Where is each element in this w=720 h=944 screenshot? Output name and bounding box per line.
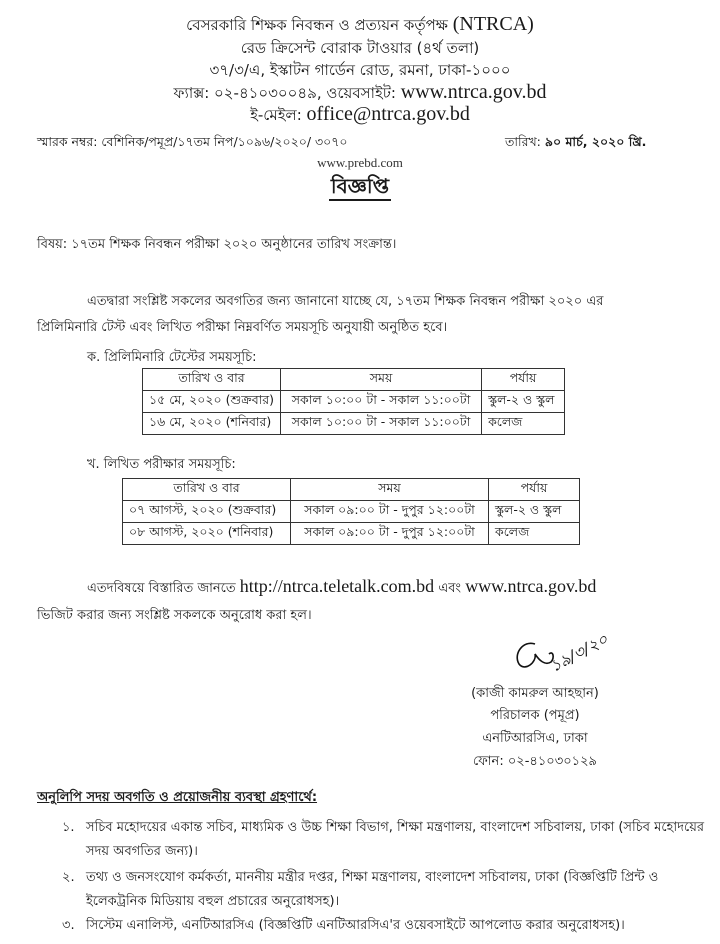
fax-label: ফ্যাক্স: ০২-৪১০৩০০৪৯, ওয়েবসাইট: <box>173 84 396 102</box>
date-value: ৯০ মার্চ, ২০২০ খ্রি. <box>544 134 647 149</box>
table-row <box>143 413 565 435</box>
intro-line-1: এতদ্বারা সংশ্লিষ্ট সকলের অবগতির জন্য জানানো যাচ্ছে যে, ১৭তম শিক্ষক নিবন্ধন পরীক্ষা ২০২০ এর <box>87 294 604 309</box>
details-conj: এবং <box>438 581 462 596</box>
copy-text: সিস্টেম এনালিস্ট, এনটিআরসিএ (বিজ্ঞপ্তিটি এনটিআরসিএ'র ওয়েবসাইটে আপলোড করার অনুরোধসহ)। <box>86 918 625 933</box>
header-level: পর্যায় <box>489 479 580 501</box>
cell-date: ০৭ আগস্ট, ২০২০ (শুক্রবার) <box>123 501 291 523</box>
details-line-1 <box>87 576 596 600</box>
cell-time: সকাল ১০:০০ টা - সকাল ১১:০০টা <box>281 413 482 435</box>
cell-level: কলেজ <box>482 413 565 435</box>
signatory-phone: ফোন: ০২-৪১০৩০১২৯ <box>473 754 597 769</box>
address-line-1: রেড ক্রিসেন্ট বোরাক টাওয়ার (৪র্থ তলা) <box>240 39 480 57</box>
cell-time: সকাল ০৯:০০ টা - দুপুর ১২:০০টা <box>291 501 489 523</box>
preliminary-schedule-table <box>142 368 565 435</box>
org-abbr: (NTRCA) <box>452 13 534 35</box>
table-row <box>123 523 580 545</box>
header-level: পর্যায় <box>482 369 565 391</box>
copy-number: ২. <box>62 870 75 885</box>
teletalk-link[interactable]: http://ntrca.teletalk.com.bd <box>239 576 435 596</box>
header-time: সময় <box>281 369 482 391</box>
memo-date <box>505 134 646 154</box>
notice-title <box>0 172 720 205</box>
watermark: www.prebd.com <box>317 155 403 170</box>
header-date: তারিখ ও বার <box>143 369 281 391</box>
header-time: সময় <box>291 479 489 501</box>
org-name: বেসরকারি শিক্ষক নিবন্ধন ও প্রত্যয়ন কর্তৃপক্ষ <box>186 16 448 34</box>
cell-date: ১৬ মে, ২০২০ (শনিবার) <box>143 413 281 435</box>
signatory-designation: পরিচালক (পমূপ্র) <box>490 708 580 723</box>
cell-time: সকাল ১০:০০ টা - সকাল ১১:০০টা <box>281 391 482 413</box>
schedule-a-label: ক. প্রিলিমিনারি টেস্টের সময়সূচি: <box>87 350 257 365</box>
contact-line <box>0 82 720 103</box>
table-row <box>143 391 565 413</box>
cell-time: সকাল ০৯:০০ টা - দুপুর ১২:০০টা <box>291 523 489 545</box>
details-line-2: ভিজিট করার জন্য সংশ্লিষ্ট সকলকে অনুরোধ করা হল। <box>37 608 312 623</box>
date-label: তারিখ: <box>505 134 541 149</box>
schedule-b-label: খ. লিখিত পরীক্ষার সময়সূচি: <box>87 457 236 472</box>
subject-line: বিষয়: ১৭তম শিক্ষক নিবন্ধন পরীক্ষা ২০২০ অনুষ্ঠানের তারিখ সংক্রান্ত। <box>37 237 397 252</box>
email-link[interactable]: office@ntrca.gov.bd <box>306 103 470 125</box>
header-date: তারিখ ও বার <box>123 479 291 501</box>
intro-line-2: প্রিলিমিনারি টেস্ট এবং লিখিত পরীক্ষা নিম্নবর্ণিত সময়সূচি অনুযায়ী অনুষ্ঠিত হবে। <box>37 320 448 335</box>
details-prefix: এতদবিষয়ে বিস্তারিত জানতে <box>87 581 236 596</box>
written-schedule-table <box>122 478 580 545</box>
copy-number: ৩. <box>62 918 75 933</box>
website-link[interactable]: www.ntrca.gov.bd <box>400 81 547 103</box>
notice-title-text: বিজ্ঞপ্তি <box>329 174 391 201</box>
copy-text: সচিব মহোদয়ের একান্ত সচিব, মাধ্যমিক ও উচ্চ শিক্ষা বিভাগ, শিক্ষা মন্ত্রণালয়, বাংলাদেশ সচিবালয়, ঢাকা (সচিব মহোদয়ের সদয় অবগতির জন্য)। <box>86 820 705 859</box>
ntrca-link[interactable]: www.ntrca.gov.bd <box>465 576 597 596</box>
cell-level: স্কুল-২ ও স্কুল <box>489 501 580 523</box>
table-header-row <box>123 479 580 501</box>
signatory-name: (কাজী কামরুল আহছান) <box>471 686 599 701</box>
address-line-2: ৩৭/৩/এ, ইস্কাটন গার্ডেন রোড, রমনা, ঢাকা-১০০০ <box>209 61 511 79</box>
email-label: ই-মেইল: <box>250 106 302 124</box>
cell-level: কলেজ <box>489 523 580 545</box>
copy-number: ১. <box>62 820 75 835</box>
email-line <box>0 104 720 125</box>
cell-date: ১৫ মে, ২০২০ (শুক্রবার) <box>143 391 281 413</box>
cell-level: স্কুল-২ ও স্কুল <box>482 391 565 413</box>
letterhead-org <box>0 14 720 35</box>
signatory-office: এনটিআরসিএ, ঢাকা <box>482 731 588 746</box>
cell-date: ০৮ আগস্ট, ২০২০ (শনিবার) <box>123 523 291 545</box>
copies-heading: অনুলিপি সদয় অবগতি ও প্রয়োজনীয় ব্যবস্থা গ্রহণার্থে: <box>37 790 318 805</box>
memo-reference: স্মারক নম্বর: বেশিনিক/পমূপ্র/১৭তম নিপ/১০৯৬/২০২০/ ৩০৭০ <box>37 134 348 149</box>
copy-text: তথ্য ও জনসংযোগ কর্মকর্তা, মাননীয় মন্ত্রীর দপ্তর, শিক্ষা মন্ত্রণালয়, বাংলাদেশ সচিবালয়, ঢাকা (বিজ্ঞপ্তিটি প্রিন্ট ও ইলেকট্রনিক মিডিয়ায় বহুল প্রচারের অনুরোধসহ)। <box>86 870 659 909</box>
table-row <box>123 501 580 523</box>
table-header-row <box>143 369 565 391</box>
signature-date: ১৯/৩/২০ <box>546 629 612 676</box>
